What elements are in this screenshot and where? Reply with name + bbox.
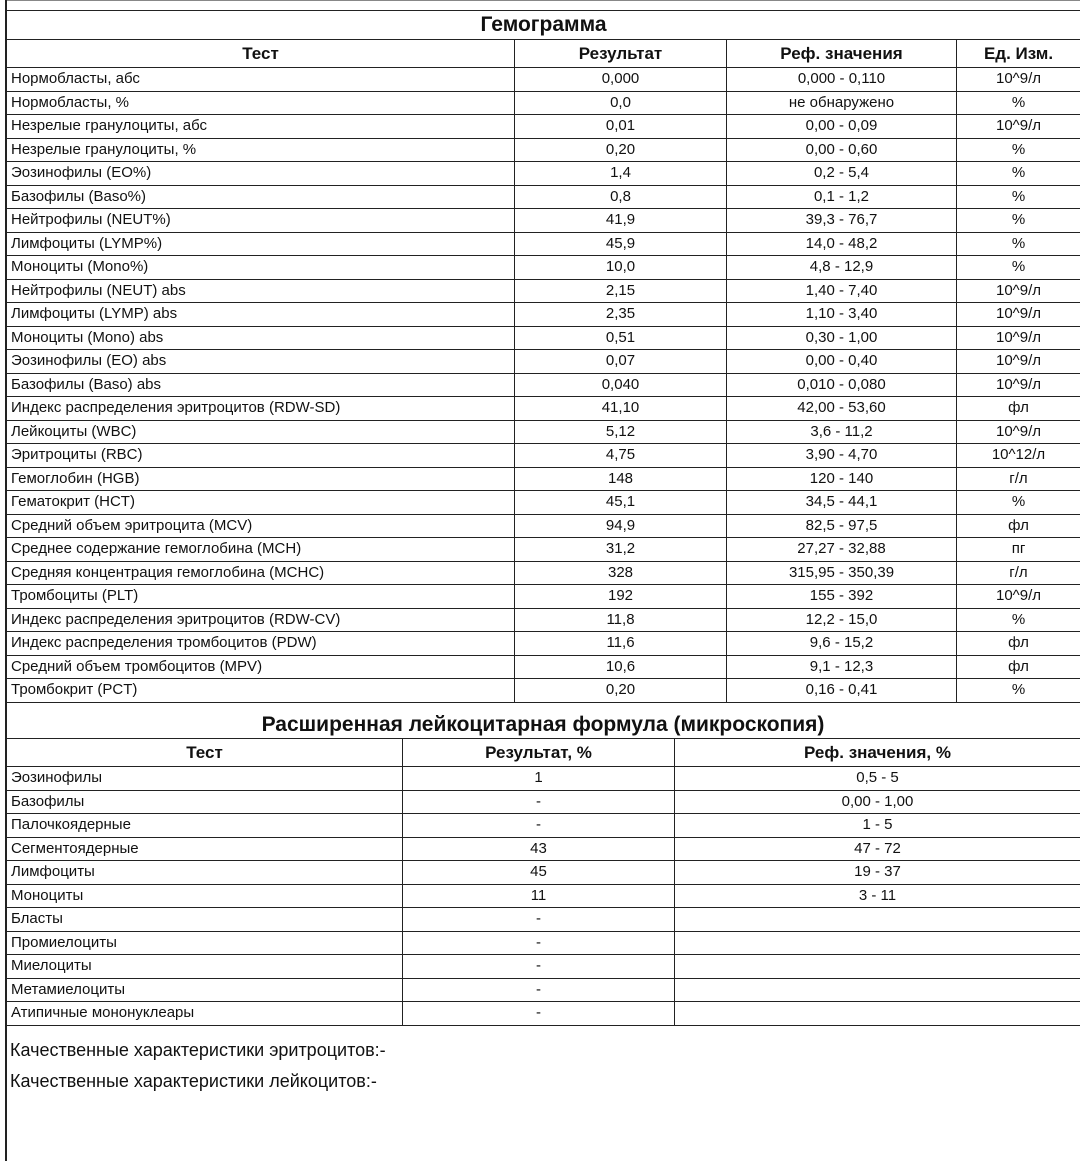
table-row	[7, 655, 1080, 679]
table-cell: г/л	[957, 467, 1080, 491]
table-row	[7, 814, 1080, 838]
table-row	[7, 232, 1080, 256]
table-cell: %	[957, 256, 1080, 280]
table-cell: Индекс распределения эритроцитов (RDW-CV)	[7, 608, 515, 632]
table-cell: г/л	[957, 561, 1080, 585]
table-row	[7, 679, 1080, 703]
table-cell: Тромбоциты (PLT)	[7, 585, 515, 609]
table-row	[7, 908, 1080, 932]
table-cell: Среднее содержание гемоглобина (MCH)	[7, 538, 515, 562]
table-cell: фл	[957, 397, 1080, 421]
hemogram-title: Гемограмма	[7, 11, 1080, 40]
table-cell: 3 - 11	[675, 884, 1080, 908]
table-row	[7, 373, 1080, 397]
table-cell: 0,07	[515, 350, 727, 374]
table-row	[7, 326, 1080, 350]
table-row	[7, 978, 1080, 1002]
table-cell: 10,6	[515, 655, 727, 679]
table-cell: 27,27 - 32,88	[727, 538, 957, 562]
table-cell: 0,8	[515, 185, 727, 209]
table-cell: -	[403, 908, 675, 932]
page-top-border	[5, 0, 1080, 1]
table-row	[7, 91, 1080, 115]
table-cell: 94,9	[515, 514, 727, 538]
table-cell: Сегментоядерные	[7, 837, 403, 861]
table-cell: 43	[403, 837, 675, 861]
table-cell: Индекс распределения эритроцитов (RDW-SD)	[7, 397, 515, 421]
table-cell: -	[403, 790, 675, 814]
table-cell: 148	[515, 467, 727, 491]
table-row	[7, 68, 1080, 92]
table-cell: 45,9	[515, 232, 727, 256]
table-cell: 0,1 - 1,2	[727, 185, 957, 209]
table-cell: Лимфоциты (LYMP) abs	[7, 303, 515, 327]
table-row	[7, 608, 1080, 632]
table-cell: Эритроциты (RBC)	[7, 444, 515, 468]
table-cell: 42,00 - 53,60	[727, 397, 957, 421]
table-row	[7, 790, 1080, 814]
table-cell: 0,2 - 5,4	[727, 162, 957, 186]
table-cell: 5,12	[515, 420, 727, 444]
table-cell: 10^12/л	[957, 444, 1080, 468]
table-cell: Индекс распределения тромбоцитов (PDW)	[7, 632, 515, 656]
table-cell: 0,00 - 0,60	[727, 138, 957, 162]
table-cell: 192	[515, 585, 727, 609]
table-row	[7, 884, 1080, 908]
table-cell: 0,0	[515, 91, 727, 115]
table-cell	[675, 978, 1080, 1002]
table-cell	[675, 908, 1080, 932]
table-row	[7, 397, 1080, 421]
table-cell: Незрелые гранулоциты, абс	[7, 115, 515, 139]
hemogram-header-unit: Ед. Изм.	[957, 40, 1080, 68]
table-row	[7, 632, 1080, 656]
table-cell: 155 - 392	[727, 585, 957, 609]
table-row	[7, 585, 1080, 609]
table-cell: %	[957, 491, 1080, 515]
table-row	[7, 491, 1080, 515]
table-cell: 120 - 140	[727, 467, 957, 491]
table-cell: Эозинофилы (EO) abs	[7, 350, 515, 374]
table-cell: 41,10	[515, 397, 727, 421]
hemogram-table	[6, 10, 1080, 703]
table-cell: 10^9/л	[957, 373, 1080, 397]
table-cell: 0,20	[515, 138, 727, 162]
table-cell: Моноциты (Mono%)	[7, 256, 515, 280]
table-row	[7, 861, 1080, 885]
table-cell: Моноциты (Mono) abs	[7, 326, 515, 350]
table-cell: Нейтрофилы (NEUT) abs	[7, 279, 515, 303]
table-cell: Миелоциты	[7, 955, 403, 979]
table-cell: 10^9/л	[957, 420, 1080, 444]
table-cell: Нормобласты, %	[7, 91, 515, 115]
table-cell: 2,15	[515, 279, 727, 303]
table-cell: 11,8	[515, 608, 727, 632]
table-cell: 1,10 - 3,40	[727, 303, 957, 327]
table-cell	[675, 1002, 1080, 1026]
table-cell: не обнаружено	[727, 91, 957, 115]
table-cell: Нейтрофилы (NEUT%)	[7, 209, 515, 233]
table-cell: Средний объем тромбоцитов (MPV)	[7, 655, 515, 679]
leukocyte-quality-note: Качественные характеристики лейкоцитов:-	[10, 1071, 377, 1091]
table-cell: %	[957, 162, 1080, 186]
table-cell: Метамиелоциты	[7, 978, 403, 1002]
table-cell: 31,2	[515, 538, 727, 562]
table-cell: 11,6	[515, 632, 727, 656]
table-cell: Лимфоциты (LYMP%)	[7, 232, 515, 256]
table-cell: 10^9/л	[957, 350, 1080, 374]
table-cell: 0,51	[515, 326, 727, 350]
table-cell: 0,30 - 1,00	[727, 326, 957, 350]
table-cell: %	[957, 138, 1080, 162]
table-row	[7, 256, 1080, 280]
table-cell: -	[403, 955, 675, 979]
table-cell: -	[403, 1002, 675, 1026]
table-row	[7, 279, 1080, 303]
table-cell: %	[957, 209, 1080, 233]
table-cell: 4,75	[515, 444, 727, 468]
table-cell: -	[403, 814, 675, 838]
table-cell: Промиелоциты	[7, 931, 403, 955]
leukoformula-header-test: Тест	[7, 739, 403, 767]
table-cell: 0,000 - 0,110	[727, 68, 957, 92]
table-cell: Бласты	[7, 908, 403, 932]
table-cell: Базофилы (Baso) abs	[7, 373, 515, 397]
table-cell: Базофилы (Baso%)	[7, 185, 515, 209]
table-row	[7, 420, 1080, 444]
table-cell: Гемоглобин (HGB)	[7, 467, 515, 491]
table-cell	[675, 931, 1080, 955]
table-cell: Средняя концентрация гемоглобина (MCHC)	[7, 561, 515, 585]
table-cell: 0,00 - 0,40	[727, 350, 957, 374]
table-cell: Лейкоциты (WBC)	[7, 420, 515, 444]
table-row	[7, 138, 1080, 162]
table-cell: -	[403, 931, 675, 955]
table-cell: 10^9/л	[957, 279, 1080, 303]
table-cell: 10^9/л	[957, 326, 1080, 350]
hemogram-header-result: Результат	[515, 40, 727, 68]
table-cell: 0,00 - 1,00	[675, 790, 1080, 814]
table-cell: 328	[515, 561, 727, 585]
table-cell: фл	[957, 632, 1080, 656]
table-cell: 11	[403, 884, 675, 908]
table-cell: 315,95 - 350,39	[727, 561, 957, 585]
table-cell: 0,01	[515, 115, 727, 139]
table-cell: 39,3 - 76,7	[727, 209, 957, 233]
table-row	[7, 350, 1080, 374]
table-cell: 9,1 - 12,3	[727, 655, 957, 679]
table-cell: 0,5 - 5	[675, 767, 1080, 791]
table-row	[7, 931, 1080, 955]
table-cell: 4,8 - 12,9	[727, 256, 957, 280]
table-cell: 10,0	[515, 256, 727, 280]
leukoformula-table	[6, 738, 1080, 1026]
table-row	[7, 444, 1080, 468]
table-cell: 3,6 - 11,2	[727, 420, 957, 444]
table-row	[7, 561, 1080, 585]
table-row	[7, 538, 1080, 562]
table-cell: -	[403, 978, 675, 1002]
table-cell: Эозинофилы	[7, 767, 403, 791]
table-row	[7, 209, 1080, 233]
table-cell: 2,35	[515, 303, 727, 327]
table-row	[7, 955, 1080, 979]
table-row	[7, 767, 1080, 791]
table-cell: 0,20	[515, 679, 727, 703]
table-cell: 1,4	[515, 162, 727, 186]
table-cell: 41,9	[515, 209, 727, 233]
table-cell: %	[957, 608, 1080, 632]
table-cell: 10^9/л	[957, 303, 1080, 327]
table-cell: Средний объем эритроцита (MCV)	[7, 514, 515, 538]
table-row	[7, 837, 1080, 861]
table-row	[7, 162, 1080, 186]
table-cell: 3,90 - 4,70	[727, 444, 957, 468]
table-cell: 0,010 - 0,080	[727, 373, 957, 397]
leukoformula-header-reference: Реф. значения, %	[675, 739, 1080, 767]
table-cell: Лимфоциты	[7, 861, 403, 885]
table-cell: фл	[957, 514, 1080, 538]
table-row	[7, 514, 1080, 538]
table-cell: Эозинофилы (EO%)	[7, 162, 515, 186]
hemogram-header-test: Тест	[7, 40, 515, 68]
table-row	[7, 115, 1080, 139]
table-cell: 10^9/л	[957, 68, 1080, 92]
table-cell: 1	[403, 767, 675, 791]
table-cell: 10^9/л	[957, 585, 1080, 609]
table-cell: 1 - 5	[675, 814, 1080, 838]
table-cell: Нормобласты, абс	[7, 68, 515, 92]
table-cell: 0,040	[515, 373, 727, 397]
table-cell	[675, 955, 1080, 979]
table-cell: 14,0 - 48,2	[727, 232, 957, 256]
leukoformula-header-result: Результат, %	[403, 739, 675, 767]
table-cell: 0,16 - 0,41	[727, 679, 957, 703]
table-cell: %	[957, 679, 1080, 703]
table-cell: 34,5 - 44,1	[727, 491, 957, 515]
table-cell: %	[957, 232, 1080, 256]
table-cell: 9,6 - 15,2	[727, 632, 957, 656]
table-cell: 47 - 72	[675, 837, 1080, 861]
table-cell: %	[957, 91, 1080, 115]
table-row	[7, 185, 1080, 209]
table-cell: 10^9/л	[957, 115, 1080, 139]
erythrocyte-quality-note: Качественные характеристики эритроцитов:-	[10, 1040, 386, 1060]
table-row	[7, 1002, 1080, 1026]
table-cell: 0,00 - 0,09	[727, 115, 957, 139]
table-cell: пг	[957, 538, 1080, 562]
table-cell: фл	[957, 655, 1080, 679]
table-cell: 19 - 37	[675, 861, 1080, 885]
table-cell: 45,1	[515, 491, 727, 515]
table-cell: Атипичные мононуклеары	[7, 1002, 403, 1026]
hemogram-header-reference: Реф. значения	[727, 40, 957, 68]
leukoformula-title: Расширенная лейкоцитарная формула (микроскопия)	[261, 713, 825, 736]
table-cell: %	[957, 185, 1080, 209]
table-cell: Незрелые гранулоциты, %	[7, 138, 515, 162]
table-cell: 12,2 - 15,0	[727, 608, 957, 632]
table-row	[7, 303, 1080, 327]
table-cell: Палочкоядерные	[7, 814, 403, 838]
table-cell: 45	[403, 861, 675, 885]
table-cell: 0,000	[515, 68, 727, 92]
table-cell: Гематокрит (HCT)	[7, 491, 515, 515]
table-cell: 82,5 - 97,5	[727, 514, 957, 538]
table-cell: 1,40 - 7,40	[727, 279, 957, 303]
table-cell: Моноциты	[7, 884, 403, 908]
table-row	[7, 467, 1080, 491]
table-cell: Тромбокрит (PCT)	[7, 679, 515, 703]
table-cell: Базофилы	[7, 790, 403, 814]
